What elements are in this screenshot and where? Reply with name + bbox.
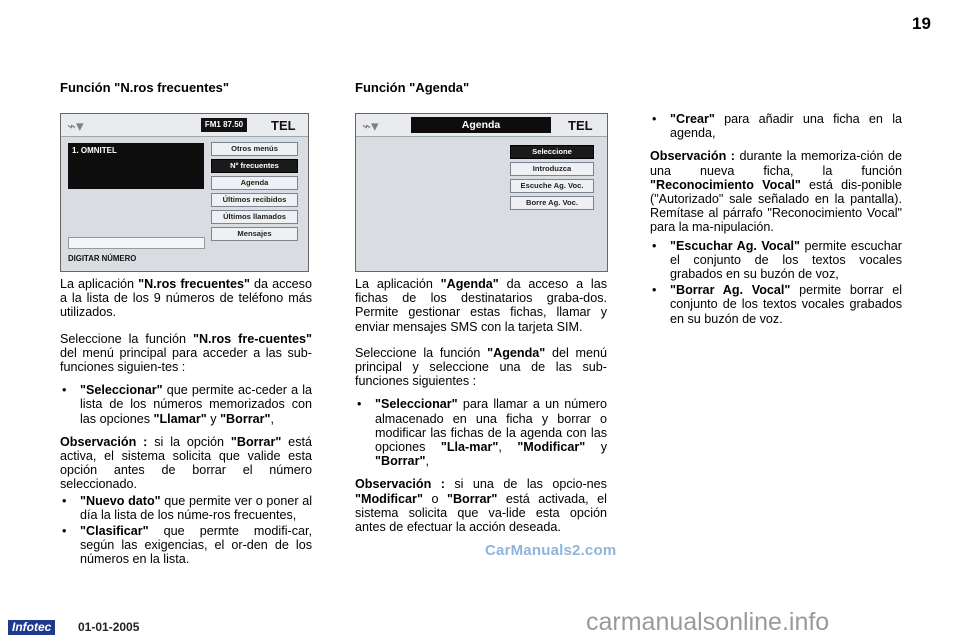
digitar-numero-label: DIGITAR NÚMERO <box>68 254 137 263</box>
box-label: 1. OMNITEL <box>72 146 117 155</box>
carmanuals-watermark: CarManuals2.com <box>485 542 617 559</box>
list-item: • "Seleccionar" que permite ac-ceder a la lista de los números memorizados con las opciones "Llamar" y "Borrar", <box>60 383 312 426</box>
number-display-box <box>68 143 204 189</box>
list-item: • "Crear" para añadir una ficha en la agenda, <box>650 112 902 140</box>
agenda-header: Agenda <box>411 117 551 133</box>
nros-frecuentes-screen <box>60 113 309 272</box>
agenda-button-2[interactable]: Escuche Ag. Voc. <box>510 179 594 193</box>
menu-button-0[interactable]: Otros menús <box>211 142 298 156</box>
menu-button-4[interactable]: Últimos llamados <box>211 210 298 224</box>
signal-icon: ⌁▾ <box>362 117 379 135</box>
page-number: 19 <box>912 14 931 33</box>
left-bullets-1 <box>60 383 312 426</box>
signal-icon: ⌁▾ <box>67 117 84 135</box>
site-watermark: carmanualsonline.info <box>586 608 830 636</box>
list-item: • "Nuevo dato" que permite ver o poner al día la lista de los núme-ros frecuentes, <box>60 494 312 522</box>
number-input-bar[interactable] <box>68 237 205 249</box>
agenda-button-0[interactable]: Seleccione <box>510 145 594 159</box>
right-bullets-2 <box>650 239 902 326</box>
tel-label: TEL <box>271 118 296 133</box>
middle-section-title: Función "Agenda" <box>355 80 470 95</box>
agenda-screen <box>355 113 608 272</box>
right-bullets-1 <box>650 112 902 140</box>
menu-button-1[interactable]: Nº frecuentes <box>211 159 298 173</box>
agenda-button-1[interactable]: Introduzca <box>510 162 594 176</box>
radio-display: FM1 87.50 <box>201 118 247 132</box>
middle-text-column: La aplicación "Agenda" da acceso a las fichas de los destinatarios graba-dos. Permite gestionar estas fichas, llamar y enviar mensajes SMS con la tarjeta SIM. Seleccione la función "Agenda" del menú principal y seleccione una de las sub-funciones siguientes : • "Seleccionar" para llamar a un número almacenado en una ficha y borrar o modificar las fichas de la agenda con las opciones "Lla-mar", "Modificar" y "Borrar", Observación : si una de las opcio-nes "Modificar" o "Borrar" está activada, el sistema solicita que va-lide esta opción antes de efectuar la acción deseada. <box>355 277 607 543</box>
left-text-column: La aplicación "N.ros frecuentes" da acceso a la lista de los 9 números de teléfono más utilizados. Seleccione la función "N.ros fre-cuentes" del menú principal para acceder a las sub-funciones siguien-tes : • "Seleccionar" que permite ac-ceder a la lista de los números memorizados con las opciones "Llamar" y "Borrar", Observación : si la opción "Borrar" está activa, el sistema solicita que valide esta opción antes de borrar el número seleccionado. • "Nuevo dato" que permite ver o poner al día la lista de los núme-ros frecuentes, • "Clasificar" que permte modifi-car, según las exigencias, el or-den de los números en la lista. <box>60 277 312 576</box>
list-item: • "Escuchar Ag. Vocal" permite escuchar el conjunto de los textos vocales grabados en su buzón de voz, <box>650 239 902 282</box>
middle-bullets <box>355 397 607 468</box>
right-text-column: • "Crear" para añadir una ficha en la agenda, Observación : durante la memoriza-ción de una nueva ficha, la función "Reconocimiento Vocal" está dis-ponible ("Autorizado" sale señalado en la pantalla). Remítase al párrafo "Reconocimiento Vocal" para la ma-nipulación. • "Escuchar Ag. Vocal" permite escuchar el conjunto de los textos vocales grabados en su buzón de voz, • "Borrar Ag. Vocal" permite borrar el conjunto de los textos vocales grabados en su buzón de voz. <box>650 112 902 335</box>
left-bullets-2 <box>60 494 312 567</box>
tel-label: TEL <box>568 118 593 133</box>
infotec-logo: Infotec <box>8 620 55 635</box>
left-section-title: Función "N.ros frecuentes" <box>60 80 230 95</box>
edition-date: 01-01-2005 <box>78 620 140 634</box>
menu-button-3[interactable]: Últimos recibidos <box>211 193 298 207</box>
agenda-button-3[interactable]: Borre Ag. Voc. <box>510 196 594 210</box>
menu-button-5[interactable]: Mensajes <box>211 227 298 241</box>
menu-button-2[interactable]: Agenda <box>211 176 298 190</box>
list-item: • "Borrar Ag. Vocal" permite borrar el conjunto de los textos vocales grabados en su buzón de voz. <box>650 283 902 326</box>
list-item: • "Clasificar" que permte modifi-car, según las exigencias, el or-den de los números en la lista. <box>60 524 312 567</box>
list-item: • "Seleccionar" para llamar a un número almacenado en una ficha y borrar o modificar las fichas de la agenda con las opciones "Lla-mar", "Modificar" y "Borrar", <box>355 397 607 468</box>
